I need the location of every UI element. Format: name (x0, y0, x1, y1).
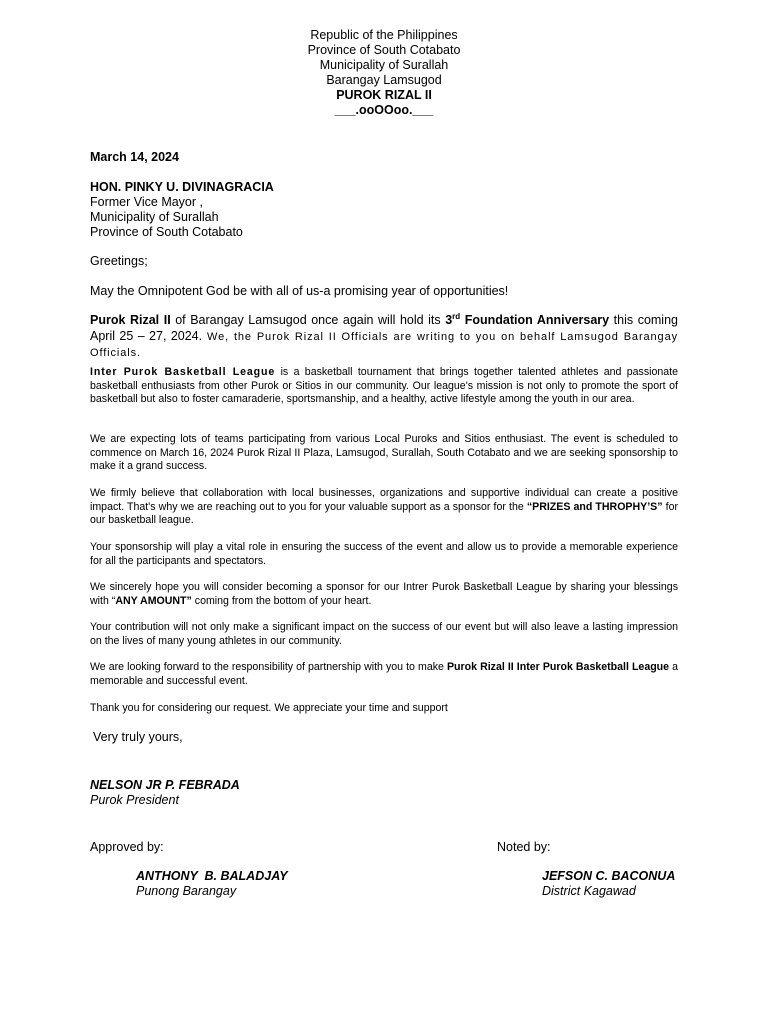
paragraph-request (90, 581, 678, 608)
p6-text: We sincerely hope you will consider becoming a sponsor for our Intrer Purok Basketball League by sharing your blessings with “ (90, 581, 678, 607)
noter-block (542, 869, 675, 899)
noter-name: JEFSON C. BACONUA (542, 869, 676, 883)
closing: Very truly yours, (93, 730, 183, 744)
signatory-name: NELSON JR P. FEBRADA (90, 778, 240, 792)
foundation-anniversary: Foundation Anniversary (460, 313, 610, 327)
recipient-name: HON. PINKY U. DIVINAGRACIA (90, 180, 274, 194)
ordinal-suffix: rd (452, 311, 461, 321)
letterhead (0, 28, 768, 118)
approver-title: Punong Barangay (136, 884, 237, 898)
paragraph-thanks: Thank you for considering our request. We appreciate your time and support (90, 702, 448, 714)
any-amount-highlight: ANY AMOUNT” (115, 594, 192, 607)
approver-name: ANTHONY B. BALADJAY (136, 869, 288, 883)
paragraph-anniversary (90, 313, 678, 362)
blessing-line: May the Omnipotent God be with all of us-a promising year of opportunities! (90, 284, 509, 298)
greeting: Greetings; (90, 254, 148, 268)
header-purok: PUROK RIZAL II (336, 88, 432, 102)
paragraph-league (90, 366, 678, 407)
noted-label: Noted by: (497, 840, 551, 854)
p4-text-end: for our basketball league. (90, 500, 678, 526)
signatory-title: Purok President (90, 793, 179, 807)
anniversary-ordinal: 3 (445, 313, 453, 327)
header-country: Republic of the Philippines (310, 28, 458, 42)
p1-officials-text: We, the Purok Rizal II Officials are writing to you on behalf Lamsugod Barangay Officials. (90, 330, 678, 359)
noter-title: District Kagawad (542, 884, 636, 898)
purok-name: Purok Rizal II (90, 313, 171, 327)
approved-label: Approved by: (90, 840, 164, 854)
signatory-block (90, 778, 240, 808)
letter-date: March 14, 2024 (90, 150, 179, 164)
league-description: is a basketball tournament that brings together talented athletes and passionate basketball enthusiasts from other Purok or Sitios in our community. Our league's mission is not only to promote the sport of basketball but also to foster camaraderie, sportsmanship, and a healthy, active lifestyle among the youth in our area. (90, 366, 679, 405)
recipient-province: Province of South Cotabato (90, 225, 243, 239)
paragraph-collaboration (90, 487, 678, 528)
p8-text-end: a memorable and successful event. (90, 661, 678, 687)
league-full-name: Purok Rizal II Inter Purok Basketball League (446, 661, 670, 673)
recipient-position: Former Vice Mayor , (90, 195, 203, 209)
p4-text: We firmly believe that collaboration with local businesses, organizations and supportive individual can create a positive impact. That's why we are reaching out to you for your valuable support as a sponsor for the (90, 487, 678, 513)
header-barangay: Barangay Lamsugod (326, 73, 442, 87)
paragraph-contribution: Your contribution will not only make a significant impact on the success of our event but will also leave a lasting impression on the lives of many young athletes in our community. (90, 621, 678, 647)
p1-text: of Barangay Lamsugod once again will hold its (170, 313, 446, 327)
p8-text: We are looking forward to the responsibility of partnership with you to make (90, 661, 447, 673)
prizes-highlight: “PRIZES and THROPHY’S” (526, 500, 663, 513)
recipient-municipality: Municipality of Surallah (90, 210, 219, 224)
header-province: Province of South Cotabato (307, 43, 461, 57)
event-dates: this coming April 25 – 27, 2024. (90, 313, 678, 343)
paragraph-sponsorship-role: Your sponsorship will play a vital role in ensuring the success of the event and allow us to provide a memorable experience for all the participants and spectators. (90, 541, 678, 567)
p6-text-end: coming from the bottom of your heart. (191, 594, 372, 607)
paragraph-schedule: We are expecting lots of teams participating from various Local Puroks and Sitios enthusiast. The event is scheduled to commence on March 16, 2024 Purok Rizal II Plaza, Lamsugod, Surallah, South Cotabato and we are seeking sponsorship to make it a grand success. (90, 433, 678, 472)
recipient-block (90, 180, 274, 240)
paragraph-partnership (90, 661, 678, 688)
header-municipality: Municipality of Surallah (319, 58, 449, 72)
approver-block (136, 869, 288, 899)
header-divider: ___.ooOOoo.___ (334, 103, 434, 117)
league-name: Inter Purok Basketball League (90, 366, 276, 378)
